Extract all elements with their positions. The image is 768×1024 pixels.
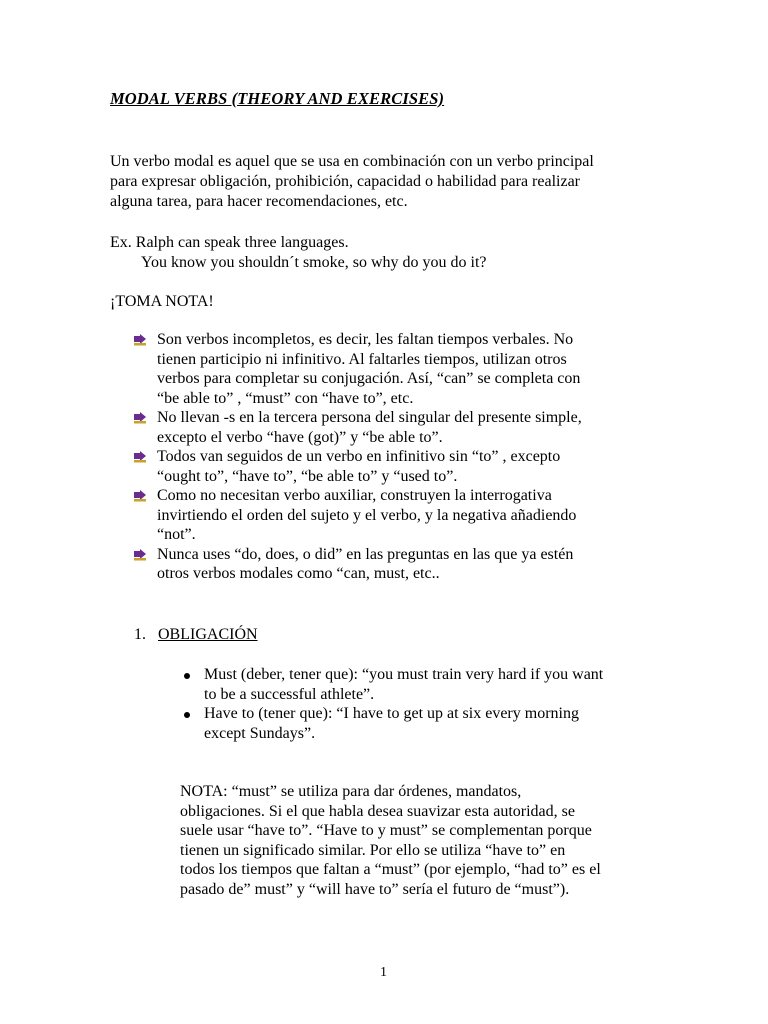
list-item bbox=[181, 704, 681, 743]
nota-line: todos los tiempos que faltan a “must” (por ejemplo, “had to” es el bbox=[180, 861, 601, 878]
bullet-dot-icon bbox=[184, 673, 190, 679]
example-line: Ex. Ralph can speak three languages. bbox=[110, 234, 349, 251]
list-item-line: Have to (tener que): “I have to get up at six every morning bbox=[204, 705, 579, 722]
bullet-item bbox=[133, 545, 693, 584]
bullet-line: otros verbos modales como “can, must, etc.. bbox=[157, 565, 440, 582]
bullet-dot-icon bbox=[184, 712, 190, 718]
bullet-line: verbos para completar su conjugación. Así, “can” se completa con bbox=[157, 370, 581, 387]
arrow-bullet-icon bbox=[133, 334, 147, 346]
bullet-line: “be able to” , “must” con “have to”, etc. bbox=[157, 389, 414, 407]
arrow-bullet-icon bbox=[133, 451, 147, 463]
nota-line: tienen un significado similar. Por ello se utiliza “have to” en bbox=[180, 841, 566, 859]
list-item-line: to be a successful athlete”. bbox=[204, 685, 375, 703]
bullet-line: No llevan -s en la tercera persona del singular del presente simple, bbox=[157, 409, 582, 426]
list-item-line: Must (deber, tener que): “you must train very hard if you want bbox=[204, 666, 604, 683]
example-line: You know you shouldn´t smoke, so why do you do it? bbox=[141, 254, 487, 271]
intro-paragraph bbox=[110, 152, 670, 212]
document-title: MODAL VERBS (THEORY AND EXERCISES) bbox=[110, 89, 445, 108]
nota-paragraph bbox=[180, 782, 700, 899]
arrow-bullet-icon bbox=[133, 549, 147, 561]
intro-line: alguna tarea, para hacer recomendaciones, etc. bbox=[110, 193, 408, 210]
nota-line: suele usar “have to”. “Have to y must” se complementan porque bbox=[180, 822, 592, 839]
bullet-line: excepto el verbo “have (got)” y “be able to”. bbox=[157, 428, 443, 446]
bullet-line: Nunca uses “do, does, o did” en las preguntas en las que ya estén bbox=[157, 545, 574, 563]
bullet-line: tienen participio ni infinitivo. Al faltarles tiempos, utilizan otros bbox=[157, 350, 567, 368]
bullet-line: Como no necesitan verbo auxiliar, construyen la interrogativa bbox=[157, 487, 552, 504]
bullet-item bbox=[133, 486, 693, 545]
list-item-line: except Sundays”. bbox=[204, 724, 316, 742]
nota-line: obligaciones. Si el que habla desea suavizar esta autoridad, se bbox=[180, 802, 575, 820]
section-label: OBLIGACIÓN bbox=[158, 626, 258, 643]
toma-nota-heading: ¡TOMA NOTA! bbox=[110, 293, 214, 310]
obligacion-list bbox=[181, 665, 681, 743]
bullet-line: “not”. bbox=[157, 526, 196, 543]
bullet-line: “ought to”, “have to”, “be able to” y “used to”. bbox=[157, 467, 458, 485]
bullet-item bbox=[133, 447, 693, 486]
bullet-line: Todos van seguidos de un verbo en infinitivo sin “to” , excepto bbox=[157, 448, 561, 465]
bullet-item bbox=[133, 408, 693, 447]
notes-bullet-list bbox=[133, 330, 693, 584]
bullet-item bbox=[133, 330, 693, 408]
section-number: 1. bbox=[134, 626, 146, 643]
bullet-line: Son verbos incompletos, es decir, les faltan tiempos verbales. No bbox=[157, 331, 574, 348]
bullet-line: invirtiendo el orden del sujeto y el verbo, y la negativa añadiendo bbox=[157, 506, 577, 524]
section-heading-obligacion bbox=[134, 625, 258, 645]
list-item bbox=[181, 665, 681, 704]
arrow-bullet-icon bbox=[133, 412, 147, 424]
page-number: 1 bbox=[380, 965, 387, 980]
nota-line: NOTA: “must” se utiliza para dar órdenes, mandatos, bbox=[180, 783, 522, 800]
arrow-bullet-icon bbox=[133, 490, 147, 502]
intro-line: Un verbo modal es aquel que se usa en combinación con un verbo principal bbox=[110, 153, 594, 170]
nota-line: pasado de” must” y “will have to” sería el futuro de “must”). bbox=[180, 880, 570, 898]
intro-line: para expresar obligación, prohibición, capacidad o habilidad para realizar bbox=[110, 173, 580, 190]
example-paragraph bbox=[110, 233, 670, 273]
